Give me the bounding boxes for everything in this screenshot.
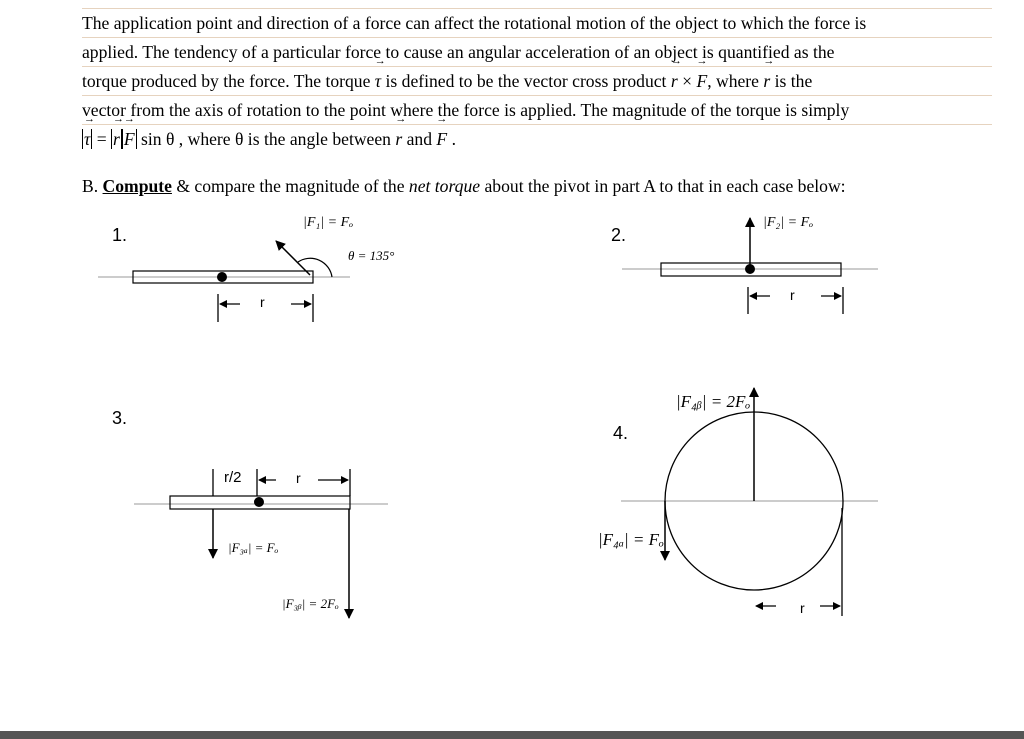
case-1-r-label: r — [260, 294, 265, 310]
case-2-force-label: |F₂| = Fₒ — [763, 215, 814, 230]
compute-word: Compute — [102, 176, 172, 196]
case-3-pivot — [254, 497, 264, 507]
torque-formula: → τ = → r→ F sin θ , where θ is the angle between → r and → F . — [82, 124, 992, 153]
case-2-number: 2. — [611, 225, 627, 245]
intro-line-1: The application point and direction of a force can affect the rotational motion of the object to which the force is — [82, 8, 992, 37]
bottom-border — [0, 731, 1024, 739]
case-4b-force-label: |F₄ᵦ| = 2Fₒ — [676, 392, 751, 411]
case-1-force-label: |F₁| = Fₒ — [303, 215, 354, 230]
case-4-r-label: r — [800, 600, 805, 616]
part-b-heading: B. Compute & compare the magnitude of the net torque about the pivot in part A to that in each case below: — [82, 176, 846, 196]
case-3a-force-label: |F₃ₐ| = Fₒ — [228, 540, 279, 555]
tau-vector: → τ — [375, 67, 381, 95]
case-4-number: 4. — [613, 423, 629, 443]
case-3-r-label: r — [296, 470, 301, 486]
case-2-r-label: r — [790, 287, 795, 303]
case-2-diagram — [622, 218, 878, 314]
case-1-pivot — [217, 272, 227, 282]
case-3-number: 3. — [112, 408, 128, 428]
case-3b-force-label: |F₃ᵦ| = 2Fₒ — [282, 596, 339, 611]
intro-line-3: torque produced by the force. The torque → τ is defined to be the vector cross product → r × → F, where → r is the — [82, 66, 992, 95]
case-4a-force-label: |F₄ₐ| = Fₒ — [598, 530, 664, 549]
case-1-angle-label: θ = 135° — [348, 248, 395, 263]
intro-line-2: applied. The tendency of a particular force to cause an angular acceleration of an object is quantified as the — [82, 37, 992, 66]
case-1-force-arrow — [276, 241, 310, 275]
case-4-diagram — [621, 388, 878, 616]
intro-line-4: vector from the axis of rotation to the point where the force is applied. The magnitude of the torque is simply — [82, 95, 992, 124]
case-1-diagram — [98, 241, 350, 322]
case-1-number: 1. — [112, 225, 128, 245]
case-3-half-r-label: r/2 — [224, 469, 242, 486]
net-torque-term: net torque — [408, 176, 481, 196]
case-2-pivot — [745, 264, 755, 274]
